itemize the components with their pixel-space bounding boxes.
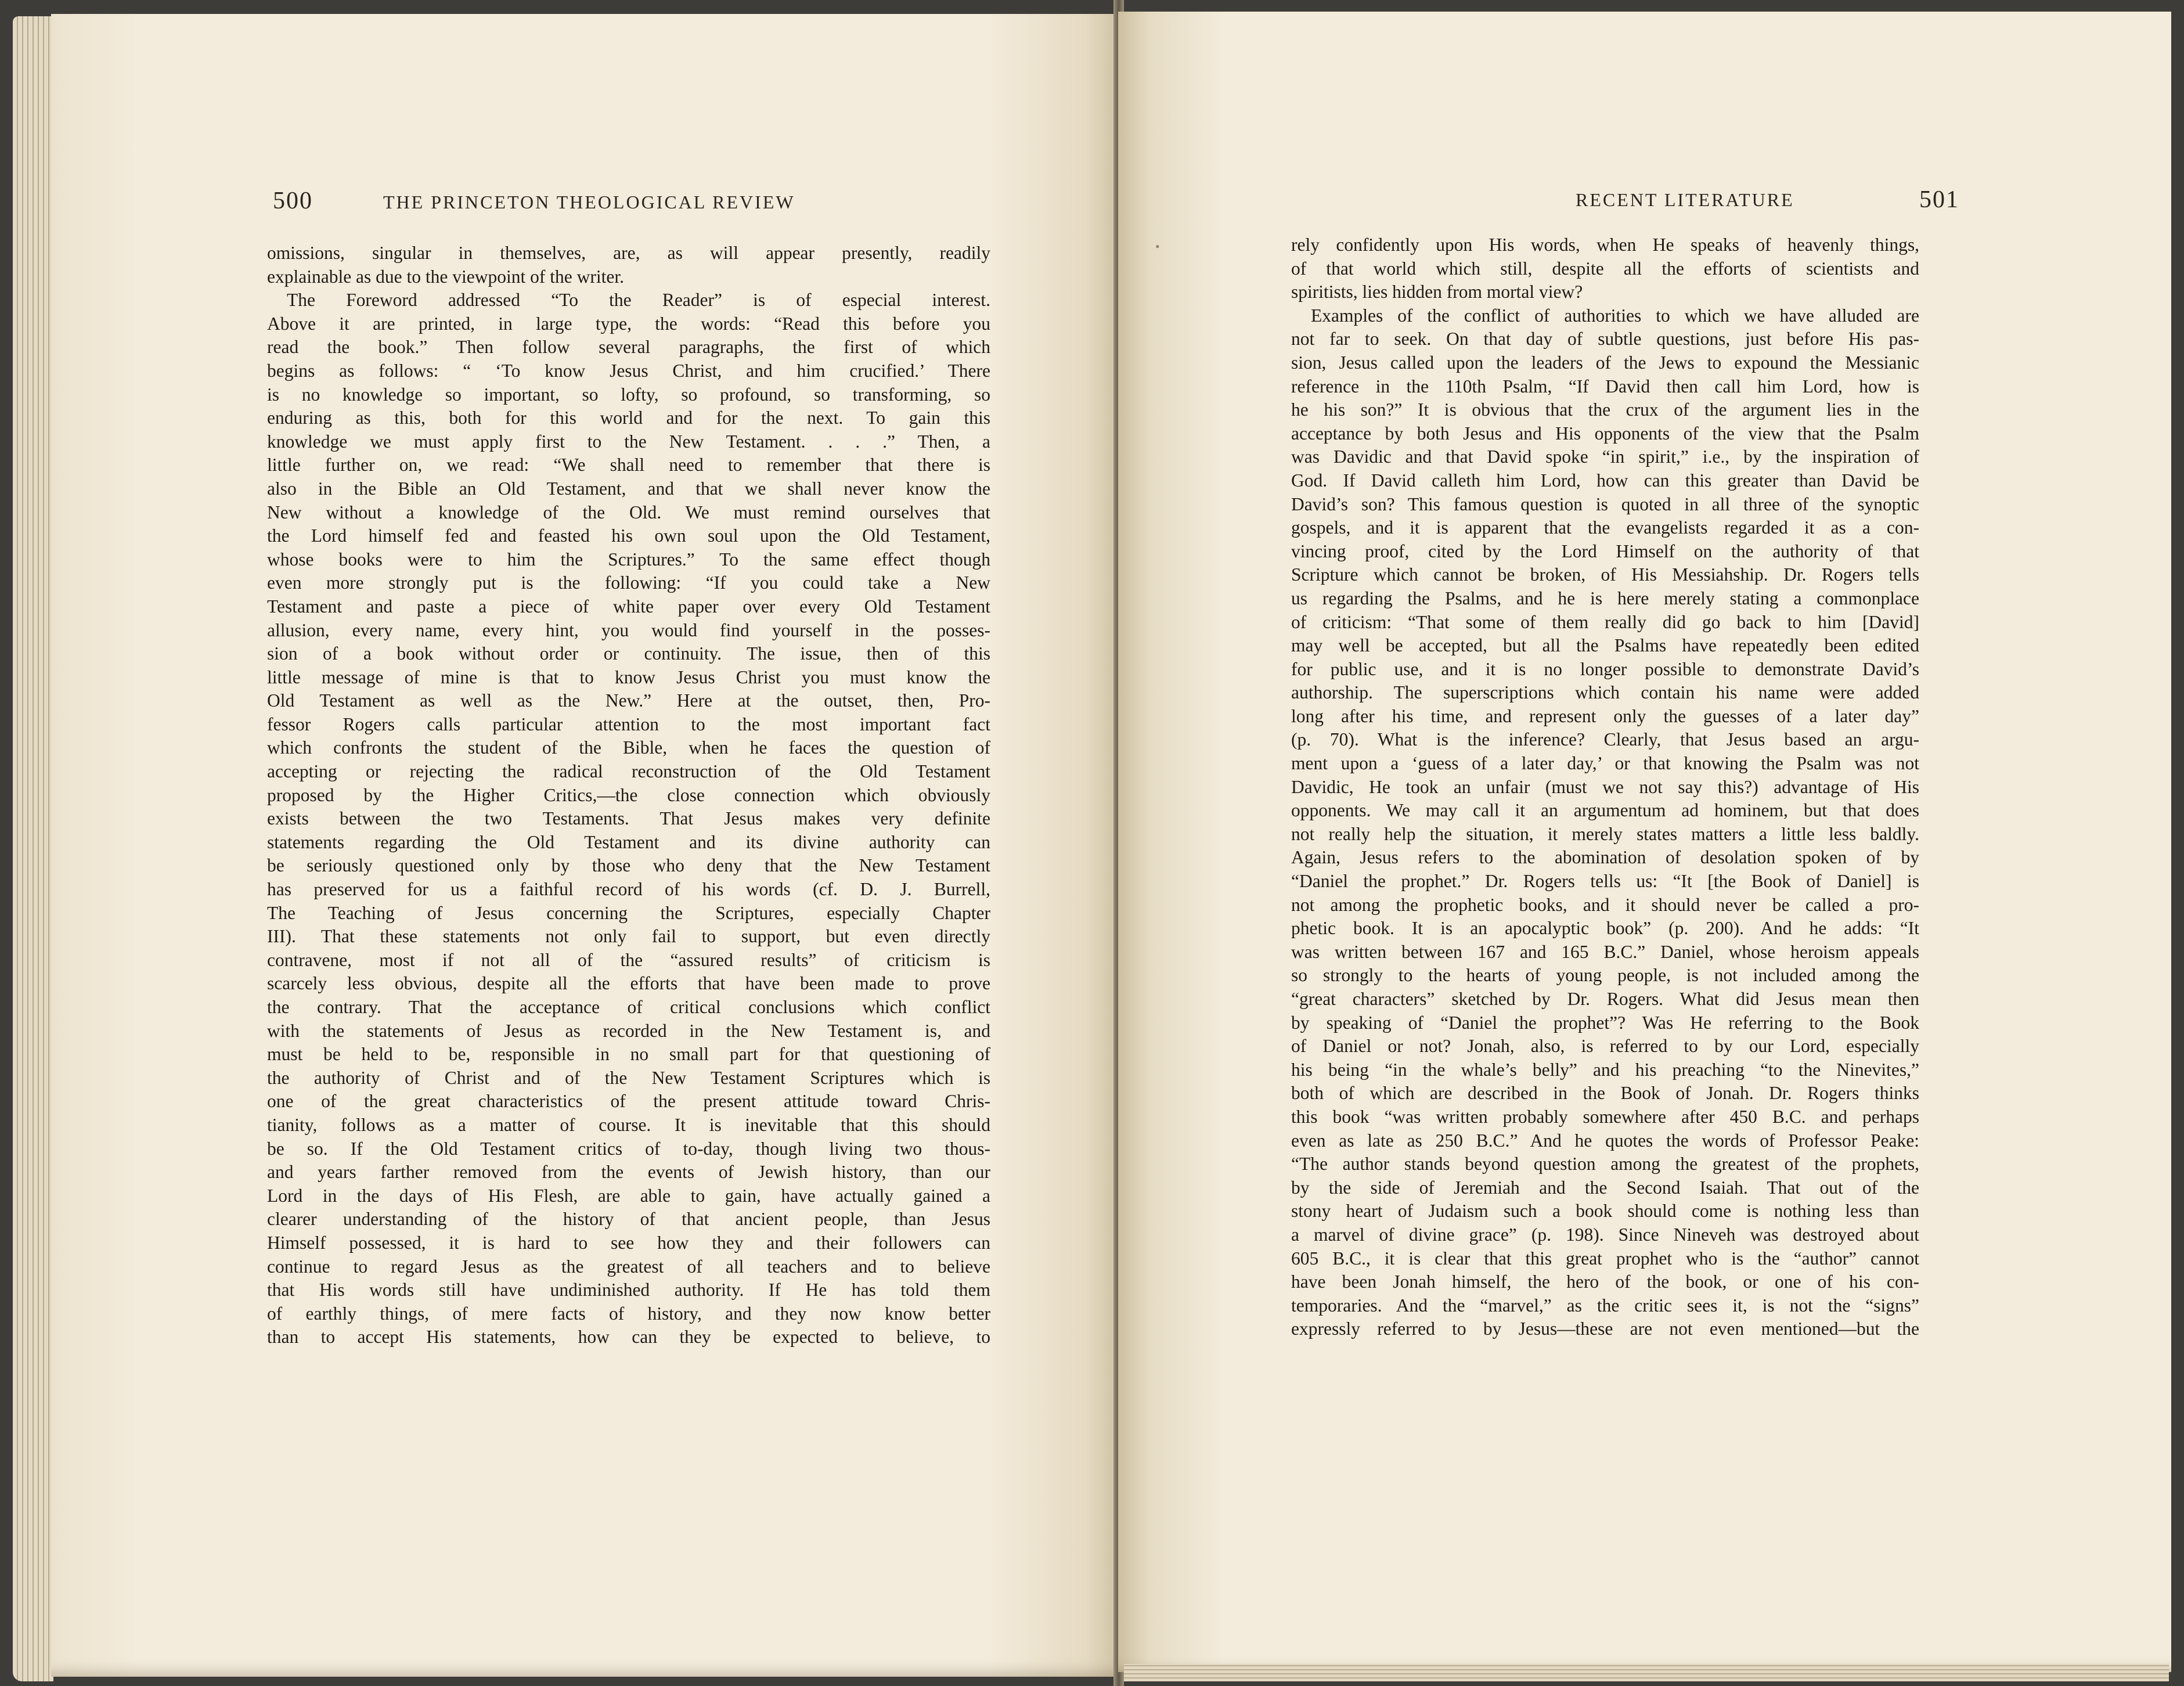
text-line: fessor Rogers calls particular attention to the most important fact — [267, 714, 990, 734]
text-line: is no knowledge so important, so lofty, so profound, so transforming, so — [267, 384, 990, 405]
text-line: Old Testament as well as the New.” Here at the outset, then, Pro- — [267, 690, 990, 711]
text-line: of that world which still, despite all the efforts of scientists and — [1291, 258, 1919, 279]
text-line: of criticism: “That some of them really did go back to him [David] — [1291, 611, 1919, 632]
text-line: the authority of Christ and of the New Testament Scriptures which is — [267, 1067, 990, 1088]
text-line: us regarding the Psalms, and he is here merely stating a commonplace — [1291, 588, 1919, 608]
margin-dot: • — [1155, 239, 1160, 254]
text-line: even as late as 250 B.C.” And he quotes the words of Professor Peake: — [1291, 1130, 1919, 1151]
text-line: Davidic, He took an unfair (must we not say this?) advantage of His — [1291, 776, 1919, 797]
text-line: he his son?” It is obvious that the crux of the argument lies in the — [1291, 399, 1919, 420]
text-line: clearer understanding of the history of that ancient people, than Jesus — [267, 1209, 990, 1230]
right-page — [1118, 12, 2171, 1672]
text-line: be so. If the Old Testament critics of to-day, though living two thous- — [267, 1138, 990, 1159]
text-line: even more strongly put is the following: “If you could take a New — [267, 572, 990, 593]
text-line: may well be accepted, but all the Psalms have repeatedly been edited — [1291, 635, 1919, 656]
text-line: by the side of Jeremiah and the Second Isaiah. That out of the — [1291, 1177, 1919, 1198]
text-line: was Davidic and that David spoke “in spirit,” i.e., by the inspiration of — [1291, 446, 1919, 467]
text-line: Lord in the days of His Flesh, are able to gain, have actually gained a — [267, 1185, 990, 1206]
text-line: a marvel of divine grace” (p. 198). Since Nineveh was destroyed about — [1291, 1224, 1919, 1245]
text-line: which confronts the student of the Bible, when he faces the question of — [267, 737, 990, 758]
text-line: III). That these statements not only fail to support, but even directly — [267, 926, 990, 947]
text-line: Himself possessed, it is hard to see how they and their followers can — [267, 1232, 990, 1253]
text-line: stony heart of Judaism such a book should come is nothing less than — [1291, 1201, 1919, 1222]
text-line: expressly referred to by Jesus—these are not even mentioned—but the — [1291, 1318, 1919, 1339]
text-line: omissions, singular in themselves, are, as will appear presently, readily — [267, 243, 990, 263]
text-line: “The author stands beyond question among the greatest of the prophets, — [1291, 1154, 1919, 1175]
text-line: has preserved for us a faithful record of his words (cf. D. J. Burrell, — [267, 879, 990, 900]
text-line: with the statements of Jesus as recorded in the New Testament is, and — [267, 1020, 990, 1041]
text-line: reference in the 110th Psalm, “If David then call him Lord, how is — [1291, 376, 1919, 397]
text-line: so strongly to the hearts of young people, is not included among the — [1291, 965, 1919, 986]
text-line: opponents. We may call it an argumentum ad hominem, but that does — [1291, 800, 1919, 821]
text-line: be seriously questioned only by those who deny that the New Testament — [267, 855, 990, 876]
text-line: God. If David calleth him Lord, how can this greater than David be — [1291, 470, 1919, 491]
text-line: 605 B.C., it is clear that this great prophet who is the “author” cannot — [1291, 1248, 1919, 1269]
text-line: whose books were to him the Scriptures.” To the same effect though — [267, 549, 990, 570]
text-line: for public use, and it is no longer possible to demonstrate David’s — [1291, 658, 1919, 679]
text-line: phetic book. It is an apocalyptic book” (p. 200). And he adds: “It — [1291, 918, 1919, 939]
text-line: that His words still have undiminished authority. If He has told them — [267, 1280, 990, 1300]
running-head-left: THE PRINCETON THEOLOGICAL REVIEW — [383, 192, 795, 212]
text-line: Above it are printed, in large type, the words: “Read this before you — [267, 313, 990, 334]
text-line: also in the Bible an Old Testament, and that we shall never know the — [267, 478, 990, 499]
page-number-left: 500 — [273, 188, 313, 214]
text-line: little further on, we read: “We shall need to remember that there is — [267, 455, 990, 475]
text-line: and years farther removed from the events of Jewish history, than our — [267, 1162, 990, 1183]
bottom-page-edges — [1124, 1664, 2169, 1681]
text-line: The Foreword addressed “To the Reader” is of especial interest. — [287, 290, 990, 311]
text-line: long after his time, and represent only the guesses of a later day” — [1291, 705, 1919, 726]
text-line: “Daniel the prophet.” Dr. Rogers tells us: “It [the Book of Daniel] is — [1291, 871, 1919, 892]
right-body-text — [1291, 233, 1919, 1341]
left-body-text — [267, 242, 990, 1349]
text-line: enduring as this, both for this world and for the next. To gain this — [267, 408, 990, 428]
text-line: both of which are described in the Book of Jonah. Dr. Rogers thinks — [1291, 1083, 1919, 1104]
text-line: sion, Jesus called upon the leaders of the Jews to expound the Messianic — [1291, 352, 1919, 373]
text-line: acceptance by both Jesus and His opponents of the view that the Psalm — [1291, 423, 1919, 444]
text-line: accepting or rejecting the radical reconstruction of the Old Testament — [267, 761, 990, 782]
text-line: contravene, most if not all of the “assured results” of criticism is — [267, 949, 990, 970]
text-line: not far to seek. On that day of subtle questions, just before His pas- — [1291, 329, 1919, 350]
text-line: exists between the two Testaments. That Jesus makes very definite — [267, 808, 990, 829]
text-line: authorship. The superscriptions which contain his name were added — [1291, 682, 1919, 703]
text-line: rely confidently upon His words, when He speaks of heavenly things, — [1291, 235, 1919, 255]
text-line: the contrary. That the acceptance of critical conclusions which conflict — [267, 997, 990, 1017]
text-line: begins as follows: “ ‘To know Jesus Christ, and him crucified.’ There — [267, 360, 990, 381]
text-line: was written between 167 and 165 B.C.” Daniel, whose heroism appeals — [1291, 941, 1919, 962]
text-line: than to accept His statements, how can they be expected to believe, to — [267, 1327, 990, 1348]
text-line: The Teaching of Jesus concerning the Scriptures, especially Chapter — [267, 902, 990, 923]
text-line: gospels, and it is apparent that the evangelists regarded it as a con- — [1291, 517, 1919, 538]
text-line: knowledge we must apply first to the New Testament. . . .” Then, a — [267, 431, 990, 452]
text-line: not among the prophetic books, and it should never be called a pro- — [1291, 894, 1919, 915]
text-line: by speaking of “Daniel the prophet”? Was He referring to the Book — [1291, 1012, 1919, 1033]
text-line: sion of a book without order or continuity. The issue, then of this — [267, 643, 990, 664]
page-number-right: 501 — [1919, 186, 1959, 213]
text-line: proposed by the Higher Critics,—the close connection which obviously — [267, 784, 990, 805]
text-line: ment upon a ‘guess of a later day,’ or that knowing the Psalm was not — [1291, 753, 1919, 774]
text-line: David’s son? This famous question is quoted in all three of the synoptic — [1291, 493, 1919, 514]
text-line: explainable as due to the viewpoint of the writer. — [267, 266, 624, 287]
text-line: have been Jonah himself, the hero of the book, or one of his con- — [1291, 1271, 1919, 1292]
left-page — [51, 14, 1118, 1677]
text-line: “great characters” sketched by Dr. Rogers. What did Jesus mean then — [1291, 989, 1919, 1009]
text-line: Again, Jesus refers to the abomination of desolation spoken of by — [1291, 847, 1919, 868]
text-line: continue to regard Jesus as the greatest of all teachers and to believe — [267, 1256, 990, 1277]
text-line: temporaries. And the “marvel,” as the critic sees it, is not the “signs” — [1291, 1295, 1919, 1316]
text-line: not really help the situation, it merely states matters a little less baldly. — [1291, 823, 1919, 844]
text-line: of Daniel or not? Jonah, also, is referred to by our Lord, especially — [1291, 1036, 1919, 1057]
text-line: must be held to be, responsible in no small part for that questioning of — [267, 1044, 990, 1065]
text-line: statements regarding the Old Testament and its divine authority can — [267, 831, 990, 852]
text-line: vincing proof, cited by the Lord Himself on the authority of that — [1291, 541, 1919, 561]
text-line: Examples of the conflict of authorities to which we have alluded are — [1311, 305, 1919, 326]
text-line: his being “in the whale’s belly” and his preaching “to the Ninevites,” — [1291, 1059, 1919, 1080]
text-line: Scripture which cannot be broken, of His Messiahship. Dr. Rogers tells — [1291, 564, 1919, 585]
text-line: (p. 70). What is the inference? Clearly, that Jesus based an argu- — [1291, 729, 1919, 750]
text-line: the Lord himself fed and feasted his own soul upon the Old Testament, — [267, 525, 990, 546]
text-line: tianity, follows as a matter of course. It is inevitable that this should — [267, 1114, 990, 1135]
text-line: of earthly things, of mere facts of history, and they now know better — [267, 1303, 990, 1324]
text-line: allusion, every name, every hint, you would find yourself in the posses- — [267, 619, 990, 640]
running-head-right: RECENT LITERATURE — [1576, 189, 1794, 210]
text-line: Testament and paste a piece of white paper over every Old Testament — [267, 596, 990, 617]
text-line: New without a knowledge of the Old. We must remind ourselves that — [267, 502, 990, 523]
page-edges — [13, 16, 53, 1681]
text-line: this book “was written probably somewhere after 450 B.C. and perhaps — [1291, 1106, 1919, 1127]
text-line: read the book.” Then follow several paragraphs, the first of which — [267, 337, 990, 358]
text-line: spiritists, lies hidden from mortal view? — [1291, 282, 1583, 302]
text-line: scarcely less obvious, despite all the efforts that have been made to prove — [267, 973, 990, 994]
text-line: one of the great characteristics of the present attitude toward Chris- — [267, 1091, 990, 1112]
text-line: little message of mine is that to know Jesus Christ you must know the — [267, 667, 990, 687]
